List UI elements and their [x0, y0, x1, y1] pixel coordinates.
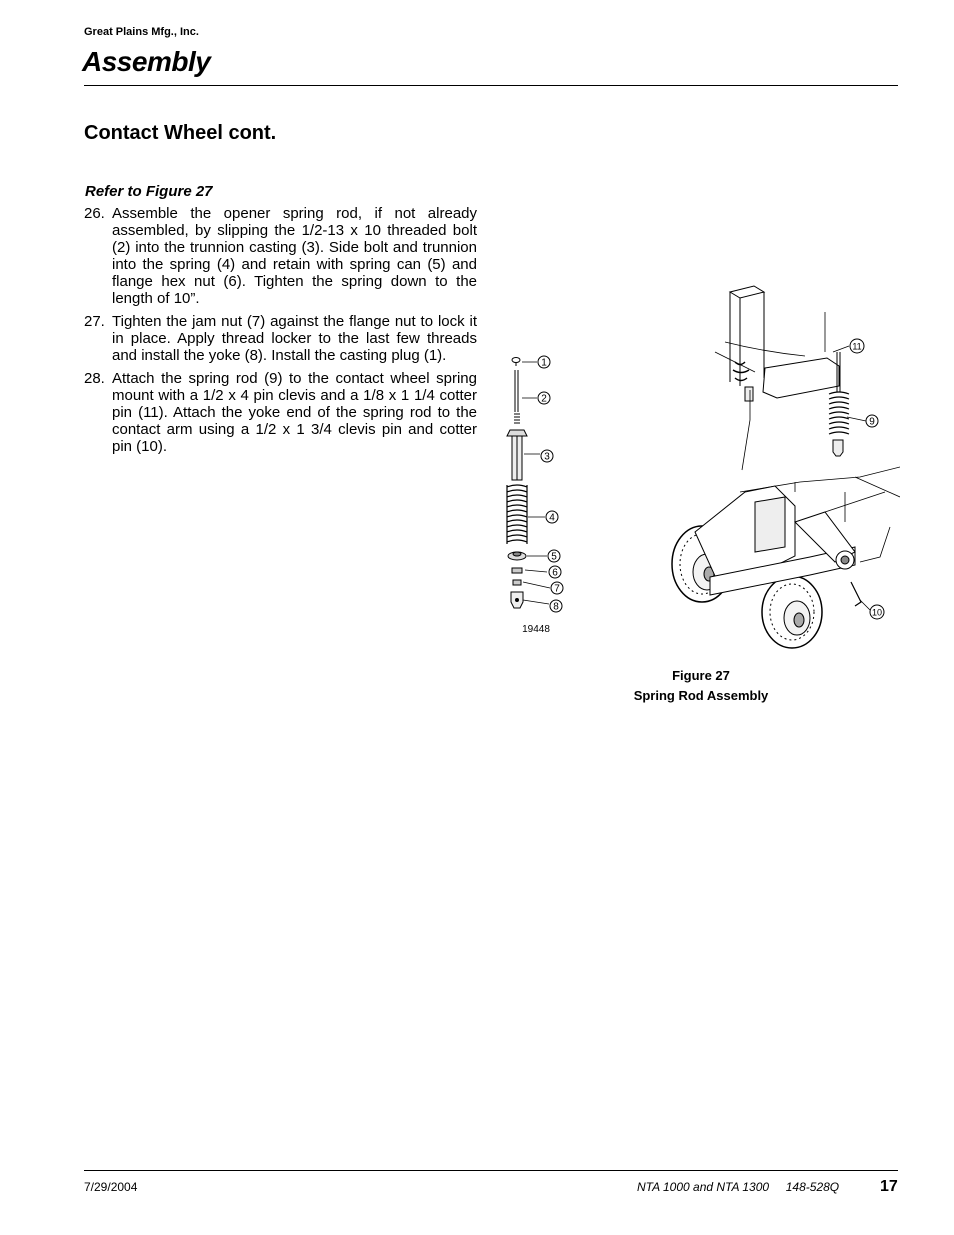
step-number: 27. [84, 313, 105, 330]
mounted-spring-assembly [672, 286, 900, 648]
subheading: Contact Wheel cont. [84, 122, 277, 144]
step-item [84, 205, 477, 307]
callout-10: 10 [871, 607, 883, 618]
callout-7: 7 [554, 583, 560, 595]
callout-5: 5 [551, 551, 557, 563]
figure-caption-number: Figure 27 [672, 668, 730, 683]
step-text: Tighten the jam nut (7) against the flange nut to lock it in place. Apply thread locker to the last few threads and install the yoke (8). Install the casting plug (1). [112, 313, 477, 364]
figure-caption [601, 666, 801, 706]
callout-11: 11 [852, 341, 862, 352]
assembly-steps [84, 205, 477, 461]
callout-4: 4 [549, 512, 555, 524]
figure-caption-title: Spring Rod Assembly [633, 688, 769, 703]
step-item [84, 313, 477, 364]
callout-8: 8 [553, 601, 559, 613]
exploded-spring-rod [507, 358, 527, 609]
footer-rule [84, 1170, 898, 1171]
callout-1: 1 [541, 357, 547, 369]
callout-3: 3 [544, 451, 550, 463]
callout-6: 6 [552, 567, 558, 579]
figure-reference: Refer to Figure 27 [85, 183, 213, 200]
section-title: Assembly [82, 46, 211, 77]
spring-rod-assembly-drawing [495, 282, 900, 652]
company-name: Great Plains Mfg., Inc. [84, 26, 199, 38]
callout-9: 9 [869, 416, 875, 428]
step-text: Assemble the opener spring rod, if not already assembled, by slipping the 1/2-13 x 10 threaded bolt (2) into the trunnion casting (3). Side bolt and trunnion into the spring (4) and retain with spring can (5) and flange hex nut (6). Tighten the spring down to the length of 10”. [112, 205, 477, 307]
callout-2: 2 [541, 393, 547, 405]
header-rule [84, 85, 898, 86]
footer-model: NTA 1000 and NTA 1300 148-528Q [637, 1180, 840, 1194]
step-number: 28. [84, 370, 105, 387]
footer-date: 7/29/2004 [84, 1180, 138, 1194]
step-item [84, 370, 477, 455]
figure-part-number: 19448 [522, 624, 550, 635]
step-text: Attach the spring rod (9) to the contact wheel spring mount with a 1/2 x 4 pin clevis and a 1/8 x 1 1/4 cotter pin (11). Attach the yoke end of the spring rod to the contact arm using a 1/2 x 1 3/4 clevis pin and cotter pin (10). [112, 370, 477, 455]
step-number: 26. [84, 205, 105, 222]
page-number: 17 [880, 1178, 898, 1195]
